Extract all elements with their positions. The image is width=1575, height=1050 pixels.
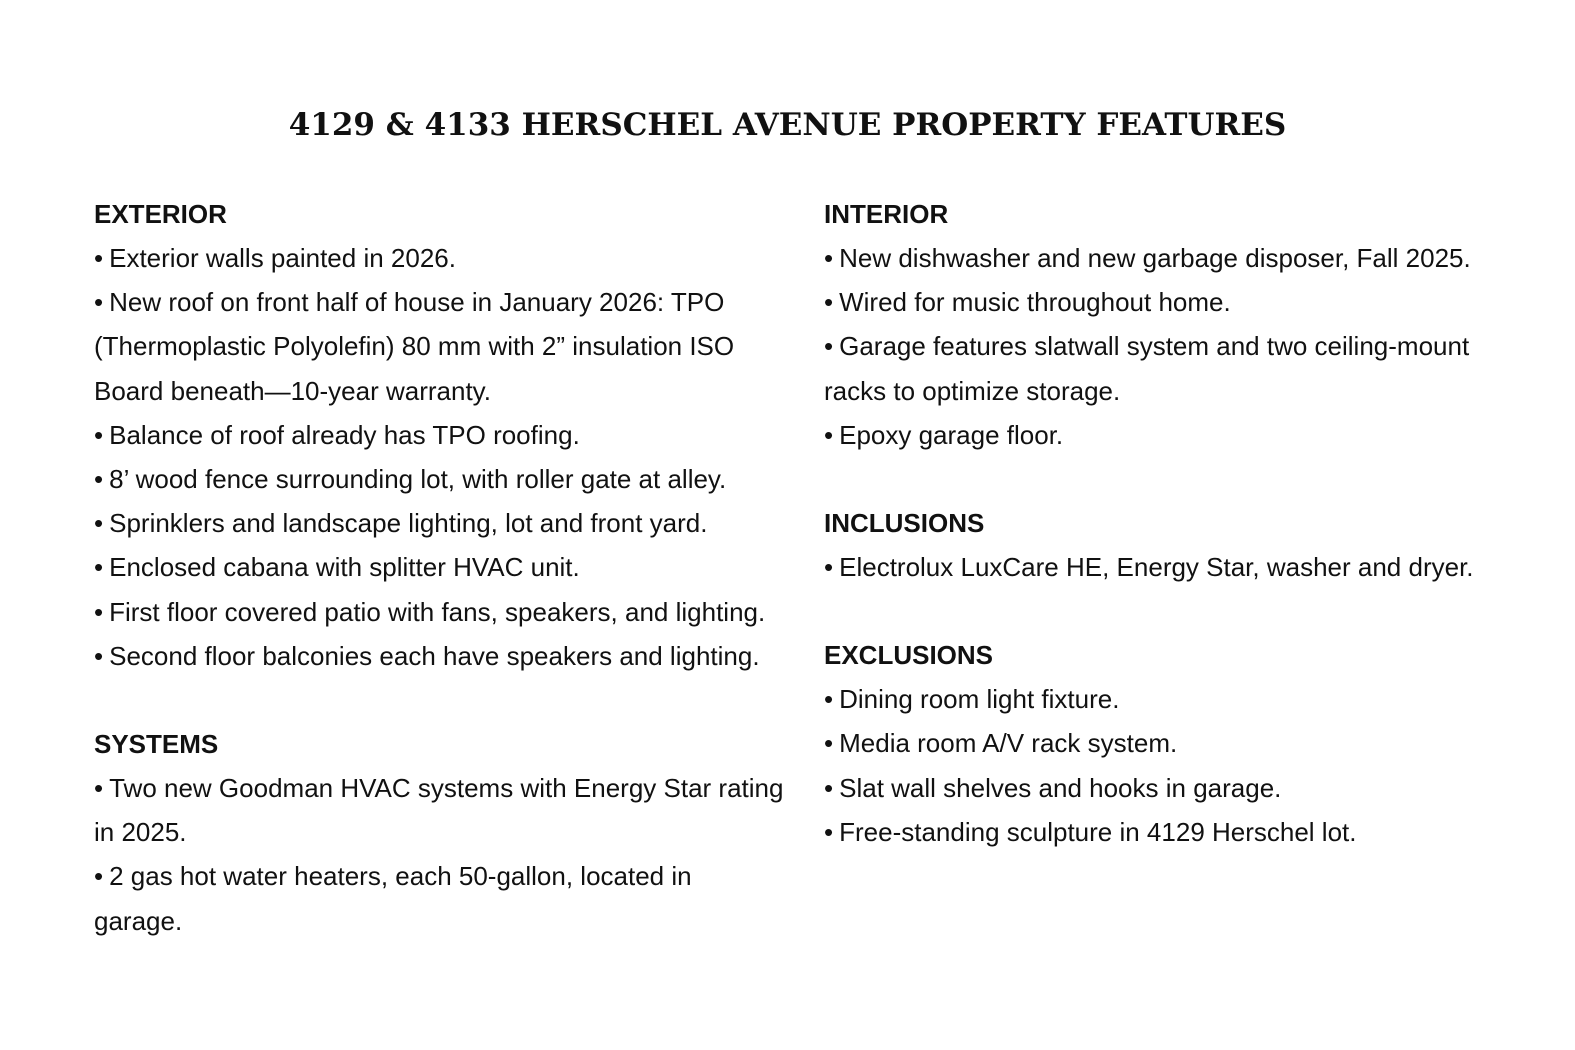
interior-section	[824, 192, 1514, 457]
bullet-icon: •	[824, 684, 834, 715]
list-item	[94, 501, 784, 545]
list-item	[94, 545, 784, 589]
list-item	[824, 280, 1514, 324]
list-item-text: Enclosed cabana with splitter HVAC unit.	[109, 552, 580, 583]
list-item	[94, 854, 784, 942]
list-item	[94, 413, 784, 457]
exclusions-heading: EXCLUSIONS	[824, 640, 994, 671]
list-item	[94, 280, 784, 413]
bullet-icon: •	[824, 552, 834, 583]
list-item-text: New roof on front half of house in January 2026: TPO (Thermoplastic Polyolefin) 80 mm with 2” insulation ISO Board beneath—10-year warranty.	[94, 287, 735, 406]
list-item-text: Electrolux LuxCare HE, Energy Star, washer and dryer.	[839, 552, 1474, 583]
list-item	[94, 766, 784, 854]
bullet-icon: •	[824, 331, 834, 362]
list-item-text: Sprinklers and landscape lighting, lot and front yard.	[109, 508, 708, 539]
list-item	[824, 236, 1514, 280]
inclusions-section	[824, 501, 1514, 589]
left-column	[94, 192, 784, 943]
list-item-text: Media room A/V rack system.	[839, 728, 1178, 759]
list-item	[94, 236, 784, 280]
list-item-text: Free-standing sculpture in 4129 Herschel lot.	[839, 816, 1357, 847]
list-item	[824, 413, 1514, 457]
list-item	[824, 810, 1514, 854]
list-item-text: Balance of roof already has TPO roofing.	[109, 419, 580, 450]
interior-heading: INTERIOR	[824, 199, 949, 229]
bullet-icon: •	[824, 287, 834, 318]
bullet-icon: •	[824, 243, 834, 273]
bullet-icon: •	[94, 287, 104, 318]
bullet-icon: •	[824, 772, 834, 803]
list-item-text: New dishwasher and new garbage disposer, Fall 2025.	[839, 243, 1471, 273]
list-item-text: Second floor balconies each have speakers and lighting.	[109, 640, 760, 671]
list-item-text: Exterior walls painted in 2026.	[109, 243, 456, 273]
list-item-text: First floor covered patio with fans, speakers, and lighting.	[109, 596, 766, 627]
list-item-text: Epoxy garage floor.	[839, 419, 1064, 450]
page-title: 4129 & 4133 HERSCHEL AVENUE PROPERTY FEATURES	[288, 107, 1287, 143]
exterior-list	[94, 236, 784, 678]
list-item-text: 2 gas hot water heaters, each 50-gallon, located in garage.	[94, 861, 692, 936]
inclusions-heading: INCLUSIONS	[824, 508, 985, 539]
bullet-icon: •	[824, 419, 834, 450]
list-item	[824, 324, 1514, 412]
systems-section	[94, 722, 784, 943]
bullet-icon: •	[94, 773, 104, 804]
list-item	[94, 457, 784, 501]
inclusions-list	[824, 545, 1514, 589]
list-item-text: Wired for music throughout home.	[839, 287, 1231, 318]
bullet-icon: •	[94, 861, 104, 892]
list-item	[824, 766, 1514, 810]
interior-list	[824, 236, 1514, 457]
exclusions-list	[824, 677, 1514, 854]
bullet-icon: •	[94, 464, 104, 495]
bullet-icon: •	[824, 816, 834, 847]
bullet-icon: •	[824, 728, 834, 759]
bullet-icon: •	[94, 508, 104, 539]
list-item-text: Garage features slatwall system and two ceiling-mount racks to optimize storage.	[824, 331, 1470, 406]
list-item-text: Dining room light fixture.	[839, 684, 1120, 715]
exterior-section	[94, 192, 784, 678]
systems-heading: SYSTEMS	[94, 729, 219, 760]
list-item	[94, 590, 784, 634]
bullet-icon: •	[94, 419, 104, 450]
list-item	[824, 721, 1514, 765]
list-item-text: Slat wall shelves and hooks in garage.	[839, 772, 1282, 803]
list-item	[94, 634, 784, 678]
list-item-text: 8’ wood fence surrounding lot, with roller gate at alley.	[109, 464, 727, 495]
list-item	[824, 545, 1514, 589]
bullet-icon: •	[94, 552, 104, 583]
systems-list	[94, 766, 784, 943]
exclusions-section	[824, 633, 1514, 854]
list-item-text: Two new Goodman HVAC systems with Energy Star rating in 2025.	[94, 773, 784, 848]
list-item	[824, 677, 1514, 721]
right-column	[824, 192, 1514, 854]
bullet-icon: •	[94, 596, 104, 627]
exterior-heading: EXTERIOR	[94, 199, 227, 229]
bullet-icon: •	[94, 640, 104, 671]
bullet-icon: •	[94, 243, 104, 273]
